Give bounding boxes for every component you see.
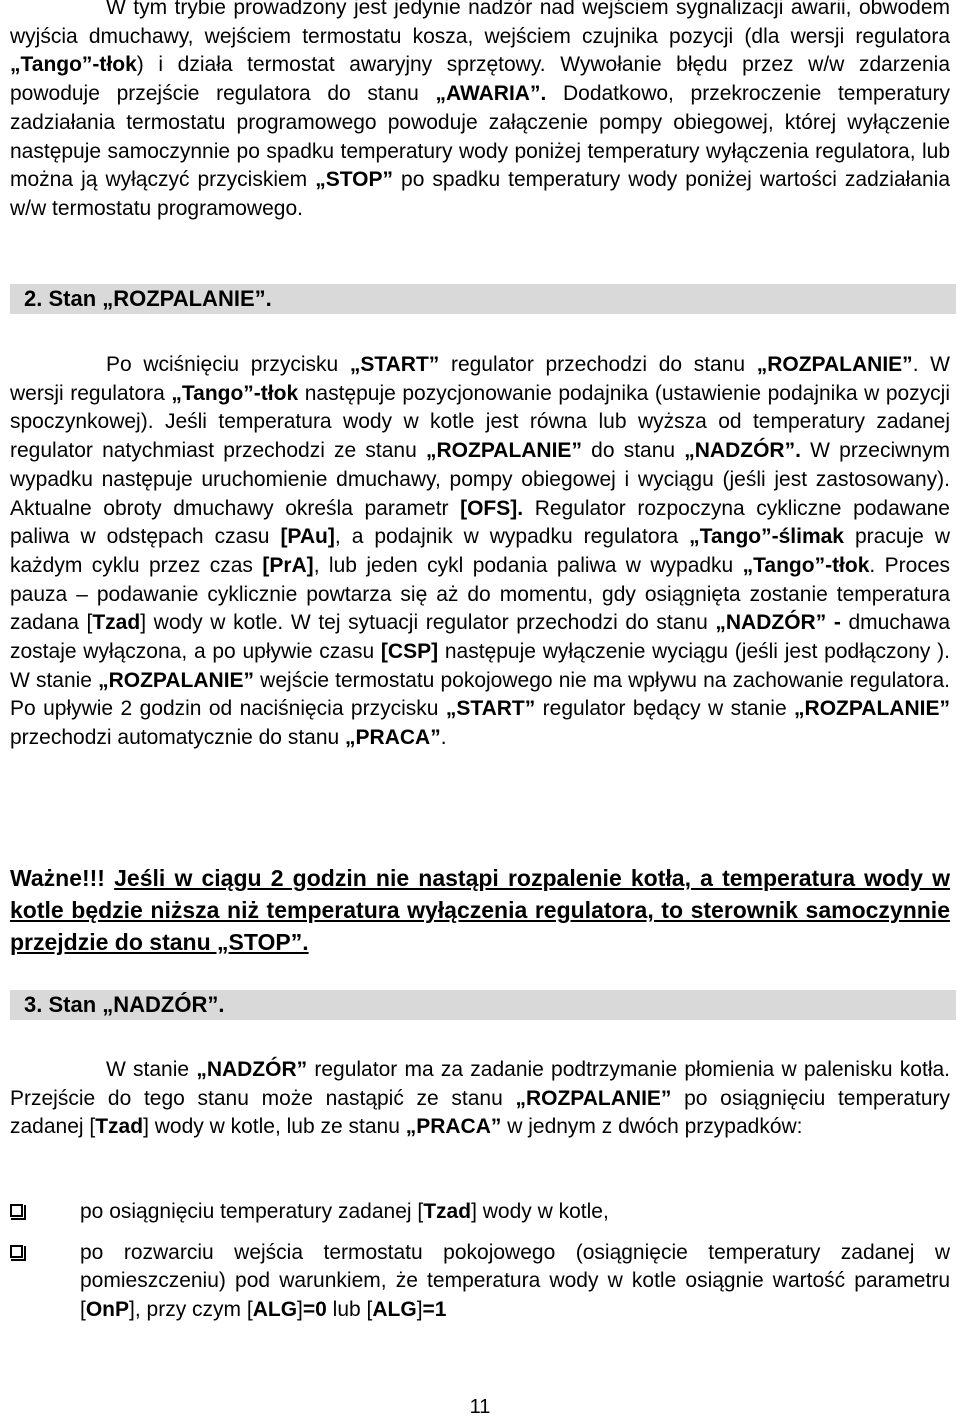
list-item	[10, 1198, 950, 1227]
text-run: Regulator rozpoczyna cykliczne podawane paliwa w odstępach czasu	[10, 496, 950, 549]
section2-body	[10, 351, 950, 753]
text-run: Po wciśnięciu przycisku	[106, 353, 350, 376]
warning-text: Jeśli w ciągu 2 godzin nie nastąpi rozpalenie kotła, a temperatura wody w kotle będzie niższa niż temperatura wyłączenia regulatora, to sterownik samoczynnie przejdzie do stanu „STOP”.	[10, 865, 950, 955]
text-run: dmuchawa zostaje wyłączona, a po upływie czasu	[10, 611, 950, 664]
text-run: do stanu	[581, 439, 685, 463]
text-run: regulator będący w stanie	[535, 697, 795, 721]
text-run: ], przy czym [	[129, 1298, 253, 1322]
bold-text-run: ALG	[252, 1298, 298, 1322]
bold-text-run: Tzad	[92, 611, 141, 635]
text-run: .	[440, 726, 447, 750]
text-run: lub [	[326, 1298, 373, 1322]
section3-paragraph	[10, 1056, 950, 1142]
section3-body	[10, 1056, 950, 1142]
text-run: , lub jeden cykl podania paliwa w wypadku	[313, 553, 743, 577]
bold-text-run: „NADZÓR” -	[715, 611, 841, 635]
bold-text-run: „Tango”-tłok	[171, 381, 299, 405]
text-run: ]	[416, 1298, 423, 1322]
text-run: po rozwarciu wejścia termostatu pokojowego (osiągnięcie temperatury zadanej w pomieszczeniu) pod warunkiem, że temperatura wody w kotle osiągnie wartość parametru [	[80, 1240, 950, 1322]
bold-text-run: Tzad	[423, 1200, 472, 1223]
text-run: w jednym z dwóch przypadków:	[501, 1115, 803, 1139]
bold-text-run: „START”	[445, 697, 536, 721]
bold-text-run: „Tango”-ślimak	[689, 525, 844, 549]
text-run: ] wody w kotle, lub ze stanu	[143, 1115, 406, 1139]
text-run: po osiągnięciu temperatury zadanej [	[80, 1200, 424, 1223]
bold-text-run: =1	[422, 1298, 447, 1322]
section3-heading: 3. Stan „NADZÓR”.	[24, 992, 225, 1017]
bold-text-run: „ROZPALANIE”	[794, 697, 950, 721]
text-run: następuje wyłączenie wyciągu (jeśli jest podłączony ). W stanie	[10, 640, 950, 692]
bold-text-run: „Tango”-tłok	[10, 53, 137, 77]
text-run: ] wody w kotle,	[471, 1200, 609, 1223]
list-item-text	[80, 1239, 950, 1325]
bold-text-run: „STOP”	[315, 168, 393, 192]
bold-text-run: „ROZPALANIE”	[426, 439, 582, 463]
text-run: Dodatkowo, przekroczenie temperatury zadziałania termostatu programowego powoduje załączenie pompy obiegowej, której wyłączenie następuje samoczynnie po spadku temperatury wody poniżej temperatury wyłączenia regulatora, lub można ją wyłączyć przyciskiem	[10, 82, 950, 192]
bold-text-run: „NADZÓR”	[196, 1058, 308, 1081]
bold-text-run: „ROZPALANIE”	[515, 1086, 672, 1110]
text-run: , a podajnik w wypadku regulatora	[334, 525, 690, 549]
text-run: regulator ma za zadanie podtrzymanie płomienia w palenisku kotła. Przejście do tego stanu może nastąpić ze stanu	[10, 1058, 950, 1110]
text-run: następuje pozycjonowanie podajnika (ustawienie podajnika w pozycji spoczynkowej). Jeśli temperatura wody w kotle jest równa lub wyższa od temperatury zadanej regulator natychmiast przechodzi ze stanu	[10, 381, 951, 463]
section1-body	[10, 0, 950, 224]
warning-paragraph	[10, 862, 950, 958]
text-run: . W wersji regulatora	[10, 353, 950, 405]
bold-text-run: „PRACA”	[345, 726, 441, 750]
text-run: W przeciwnym wypadku następuje uruchomienie dmuchawy, pompy obiegowej i wyciągu (jeśli jest zastosowany). Aktualne obroty dmuchawy określa parametr	[10, 439, 950, 520]
bold-text-run: [PrA]	[262, 553, 314, 577]
section3-heading-bar	[10, 990, 956, 1020]
list-item-text	[80, 1198, 950, 1227]
text-run: ) i działa termostat awaryjny sprzętowy. Wywołanie błędu przez w/w zdarzenia powoduje przejście regulatora do stanu	[10, 53, 950, 106]
checkbox-bullet-icon	[10, 1245, 23, 1258]
bold-text-run: OnP	[85, 1298, 130, 1322]
bold-text-run: „Tango”-tłok	[742, 553, 870, 577]
section2-paragraph	[10, 351, 950, 753]
warning-block	[10, 862, 950, 958]
section2-heading-bar	[10, 284, 956, 314]
text-run: po spadku temperatury wody poniżej wartości zadziałania w/w termostatu programowego.	[10, 168, 951, 220]
bold-text-run: [CSP]	[380, 640, 439, 664]
text-run: regulator przechodzi do stanu	[439, 353, 757, 376]
text-run: po osiągnięciu temperatury zadanej [	[10, 1086, 950, 1139]
text-run: ]	[297, 1298, 303, 1322]
bold-text-run: „ROZPALANIE”	[756, 353, 913, 376]
bold-text-run: Tzad	[95, 1115, 144, 1139]
text-run: . Proces pauza – podawanie cyklicznie powtarza się aż do momentu, gdy osiągnięta zostanie temperatura zadana [	[10, 553, 951, 635]
text-run: pracuje w każdym cyklu przez czas	[10, 525, 951, 577]
text-run: W tym trybie prowadzony jest jedynie nadzór nad wejściem sygnalizacji awarii, obwodem wyjścia dmuchawy, wejściem termostatu kosza, wejściem czujnika pozycji (dla wersji regulatora	[10, 0, 950, 48]
bullet-list	[10, 1198, 950, 1337]
list-item	[10, 1239, 950, 1325]
section1-paragraph	[10, 0, 950, 224]
bold-text-run: [OFS].	[460, 496, 524, 520]
checkbox-bullet-icon	[10, 1204, 23, 1217]
text-run: ] wody w kotle. W tej sytuacji regulator przechodzi do stanu	[140, 611, 716, 635]
bold-text-run: „START”	[349, 353, 440, 376]
bold-text-run: ALG	[372, 1298, 417, 1322]
bold-text-run: „ROZPALANIE”	[98, 668, 255, 692]
bold-text-run: „PRACA”	[405, 1115, 502, 1139]
section2-heading: 2. Stan „ROZPALANIE”.	[24, 286, 272, 311]
text-run: wejście termostatu pokojowego nie ma wpływu na zachowanie regulatora. Po upływie 2 godzin od naciśnięcia przycisku	[10, 668, 951, 721]
warning-prefix: Ważne!!!	[10, 865, 115, 891]
text-run: przechodzi automatycznie do stanu	[10, 726, 346, 750]
bold-text-run: =0	[302, 1298, 327, 1322]
bold-text-run: [PAu]	[280, 525, 335, 549]
page-number: 11	[469, 1396, 491, 1418]
bold-text-run: „NADZÓR”.	[684, 439, 801, 463]
text-run: W stanie	[106, 1058, 197, 1081]
bold-text-run: „AWARIA”.	[435, 82, 547, 106]
